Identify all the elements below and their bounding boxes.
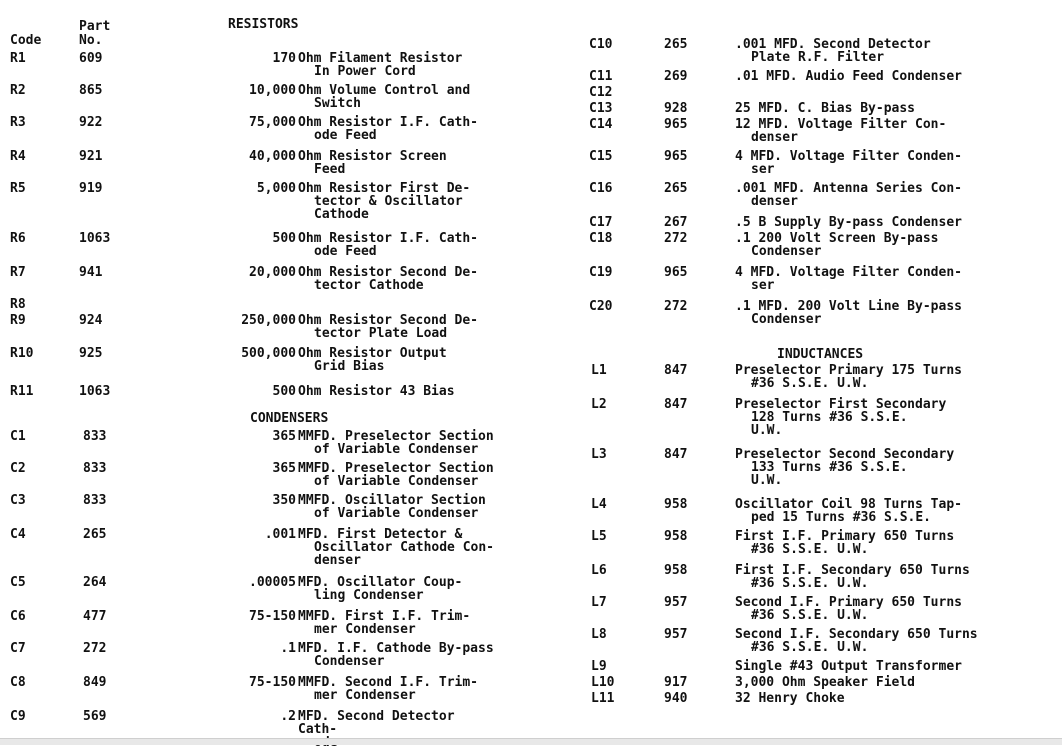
resistor-value: 10,000 <box>249 83 296 98</box>
condenser-code: C18 <box>589 231 613 246</box>
condenser-value: .1 <box>280 641 296 656</box>
resistor-value: 500 <box>272 384 296 399</box>
condenser-part-number: 272 <box>664 231 688 246</box>
resistor-description: Ohm Resistor First De- tector & Oscillator Cathode <box>298 181 471 222</box>
condenser-code: C1 <box>10 429 26 444</box>
condenser-description: 4 MFD. Voltage Filter Conden- ser <box>735 149 962 177</box>
condenser-part-number: 833 <box>83 429 107 444</box>
condenser-part-number: 265 <box>664 37 688 52</box>
resistor-value: 40,000 <box>249 149 296 164</box>
resistor-code: R9 <box>10 313 26 328</box>
resistor-value: 500,000 <box>241 346 296 361</box>
resistor-description: Ohm Resistor 43 Bias <box>298 384 455 399</box>
inductance-description: Second I.F. Primary 650 Turns #36 S.S.E. U.W. <box>735 595 962 623</box>
condenser-part-number: 928 <box>664 101 688 116</box>
condenser-code: C13 <box>589 101 613 116</box>
condenser-description: MFD. Oscillator Coup- ling Condenser <box>298 575 463 603</box>
condensers-heading: CONDENSERS <box>250 411 329 426</box>
part-header-line1: Part <box>79 19 111 34</box>
condenser-description: MMFD. Second I.F. Trim- mer Condenser <box>298 675 479 703</box>
condenser-value: 75-150 <box>249 609 296 624</box>
inductance-code: L4 <box>591 497 607 512</box>
condenser-description: .001 MFD. Second Detector Plate R.F. Filter <box>735 37 931 65</box>
inductance-code: L8 <box>591 627 607 642</box>
resistor-code: R3 <box>10 115 26 130</box>
condenser-part-number: 849 <box>83 675 107 690</box>
condenser-code: C9 <box>10 709 26 724</box>
resistor-part-number: 919 <box>79 181 103 196</box>
condenser-part-number: 265 <box>83 527 107 542</box>
condenser-description: .5 B Supply By-pass Condenser <box>735 215 962 230</box>
inductance-part-number: 957 <box>664 627 688 642</box>
inductance-part-number: 958 <box>664 529 688 544</box>
condenser-part-number: 272 <box>664 299 688 314</box>
resistor-description: Ohm Resistor Second De- tector Cathode <box>298 265 479 293</box>
code-header: Code <box>10 33 42 48</box>
resistor-part-number: 865 <box>79 83 103 98</box>
inductance-code: L6 <box>591 563 607 578</box>
resistor-description: Ohm Resistor I.F. Cath- ode Feed <box>298 231 479 259</box>
resistor-part-number: 924 <box>79 313 103 328</box>
condenser-part-number: 965 <box>664 265 688 280</box>
inductance-code: L2 <box>591 397 607 412</box>
condenser-description: MFD. First Detector & Oscillator Cathode Con- denser <box>298 527 495 568</box>
condenser-description: .001 MFD. Antenna Series Con- denser <box>735 181 962 209</box>
resistor-value: 75,000 <box>249 115 296 130</box>
condenser-part-number: 272 <box>83 641 107 656</box>
resistor-description: Ohm Resistor Screen Feed <box>298 149 447 177</box>
resistor-part-number: 941 <box>79 265 103 280</box>
resistor-code: R4 <box>10 149 26 164</box>
inductance-code: L11 <box>591 691 615 706</box>
resistor-value: 20,000 <box>249 265 296 280</box>
inductance-part-number: 940 <box>664 691 688 706</box>
condenser-code: C19 <box>589 265 613 280</box>
inductance-code: L5 <box>591 529 607 544</box>
condenser-value: 365 <box>272 429 296 444</box>
condenser-value: 350 <box>272 493 296 508</box>
resistor-value: 250,000 <box>241 313 296 328</box>
inductance-code: L9 <box>591 659 607 674</box>
condenser-code: C12 <box>589 85 613 100</box>
resistors-heading: RESISTORS <box>228 17 299 32</box>
condenser-value: .2 <box>280 709 296 724</box>
resistor-code: R1 <box>10 51 26 66</box>
condenser-code: C4 <box>10 527 26 542</box>
inductance-description: Single #43 Output Transformer <box>735 659 962 674</box>
resistor-value: 5,000 <box>256 181 296 196</box>
condenser-description: .1 MFD. 200 Volt Line By-pass Condenser <box>735 299 962 327</box>
condenser-part-number: 265 <box>664 181 688 196</box>
inductance-description: 32 Henry Choke <box>735 691 845 706</box>
condenser-part-number: 269 <box>664 69 688 84</box>
inductance-part-number: 957 <box>664 595 688 610</box>
resistor-code: R8 <box>10 297 26 312</box>
resistor-code: R10 <box>10 346 34 361</box>
inductance-part-number: 847 <box>664 397 688 412</box>
condenser-value: 75-150 <box>249 675 296 690</box>
resistor-code: R5 <box>10 181 26 196</box>
inductance-description: First I.F. Primary 650 Turns #36 S.S.E. U.W. <box>735 529 955 557</box>
condenser-description: MMFD. Preselector Section of Variable Condenser <box>298 429 494 457</box>
condenser-part-number: 267 <box>664 215 688 230</box>
inductance-description: First I.F. Secondary 650 Turns #36 S.S.E. U.W. <box>735 563 970 591</box>
inductance-code: L1 <box>591 363 607 378</box>
condenser-description: 12 MFD. Voltage Filter Con- denser <box>735 117 947 145</box>
condenser-code: C17 <box>589 215 613 230</box>
condenser-code: C8 <box>10 675 26 690</box>
condenser-part-number: 965 <box>664 149 688 164</box>
condenser-code: C20 <box>589 299 613 314</box>
inductance-part-number: 847 <box>664 447 688 462</box>
condenser-code: C7 <box>10 641 26 656</box>
condenser-description: .01 MFD. Audio Feed Condenser <box>735 69 962 84</box>
condenser-value: .001 <box>264 527 296 542</box>
inductance-description: Preselector Primary 175 Turns #36 S.S.E. U.W. <box>735 363 962 391</box>
condenser-part-number: 264 <box>83 575 107 590</box>
resistor-part-number: 609 <box>79 51 103 66</box>
condenser-description: MMFD. First I.F. Trim- mer Condenser <box>298 609 471 637</box>
resistor-part-number: 922 <box>79 115 103 130</box>
inductance-description: Preselector Second Secondary 133 Turns #36 S.S.E. U.W. <box>735 447 955 488</box>
condenser-code: C2 <box>10 461 26 476</box>
condenser-value: .00005 <box>249 575 296 590</box>
condenser-description: MMFD. Preselector Section of Variable Condenser <box>298 461 494 489</box>
resistor-part-number: 1063 <box>79 231 111 246</box>
condenser-part-number: 569 <box>83 709 107 724</box>
condenser-code: C3 <box>10 493 26 508</box>
inductance-part-number: 917 <box>664 675 688 690</box>
resistor-value: 500 <box>272 231 296 246</box>
resistor-description: Ohm Resistor I.F. Cath- ode Feed <box>298 115 479 143</box>
condenser-code: C5 <box>10 575 26 590</box>
inductance-code: L7 <box>591 595 607 610</box>
resistor-code: R6 <box>10 231 26 246</box>
condenser-code: C16 <box>589 181 613 196</box>
condenser-code: C14 <box>589 117 613 132</box>
resistor-part-number: 921 <box>79 149 103 164</box>
inductances-heading: INDUCTANCES <box>777 347 864 362</box>
resistor-value: 170 <box>272 51 296 66</box>
resistor-code: R2 <box>10 83 26 98</box>
condenser-description: 25 MFD. C. Bias By-pass <box>735 101 916 116</box>
resistor-code: R11 <box>10 384 34 399</box>
condenser-part-number: 833 <box>83 493 107 508</box>
condenser-description: 4 MFD. Voltage Filter Conden- ser <box>735 265 962 293</box>
part-header-line2: No. <box>79 33 103 48</box>
condenser-code: C10 <box>589 37 613 52</box>
condenser-description: MFD. Second Detector Cath- <box>298 709 455 737</box>
inductance-description: 3,000 Ohm Speaker Field <box>735 675 916 690</box>
inductance-part-number: 847 <box>664 363 688 378</box>
condenser-code: C6 <box>10 609 26 624</box>
condenser-description: MFD. I.F. Cathode By-pass Condenser <box>298 641 494 669</box>
inductance-code: L3 <box>591 447 607 462</box>
condenser-code: C15 <box>589 149 613 164</box>
resistor-description: Ohm Filament Resistor In Power Cord <box>298 51 463 79</box>
resistor-description: Ohm Resistor Second De- tector Plate Load <box>298 313 479 341</box>
inductance-part-number: 958 <box>664 497 688 512</box>
condenser-description: .1 200 Volt Screen By-pass Condenser <box>735 231 939 259</box>
condenser-part-number: 477 <box>83 609 107 624</box>
condenser-code: C11 <box>589 69 613 84</box>
resistor-description: Ohm Resistor Output Grid Bias <box>298 346 447 374</box>
condenser-value: 365 <box>272 461 296 476</box>
inductance-description: Second I.F. Secondary 650 Turns #36 S.S.E. U.W. <box>735 627 978 655</box>
inductance-description: Preselector First Secondary 128 Turns #36 S.S.E. U.W. <box>735 397 947 438</box>
resistor-description: Ohm Volume Control and Switch <box>298 83 471 111</box>
inductance-description: Oscillator Coil 98 Turns Tap- ped 15 Turns #36 S.S.E. <box>735 497 962 525</box>
condenser-part-number: 833 <box>83 461 107 476</box>
resistor-part-number: 925 <box>79 346 103 361</box>
condenser-part-number: 965 <box>664 117 688 132</box>
resistor-part-number: 1063 <box>79 384 111 399</box>
inductance-part-number: 958 <box>664 563 688 578</box>
resistor-code: R7 <box>10 265 26 280</box>
condenser-description: MMFD. Oscillator Section of Variable Condenser <box>298 493 486 521</box>
inductance-code: L10 <box>591 675 615 690</box>
